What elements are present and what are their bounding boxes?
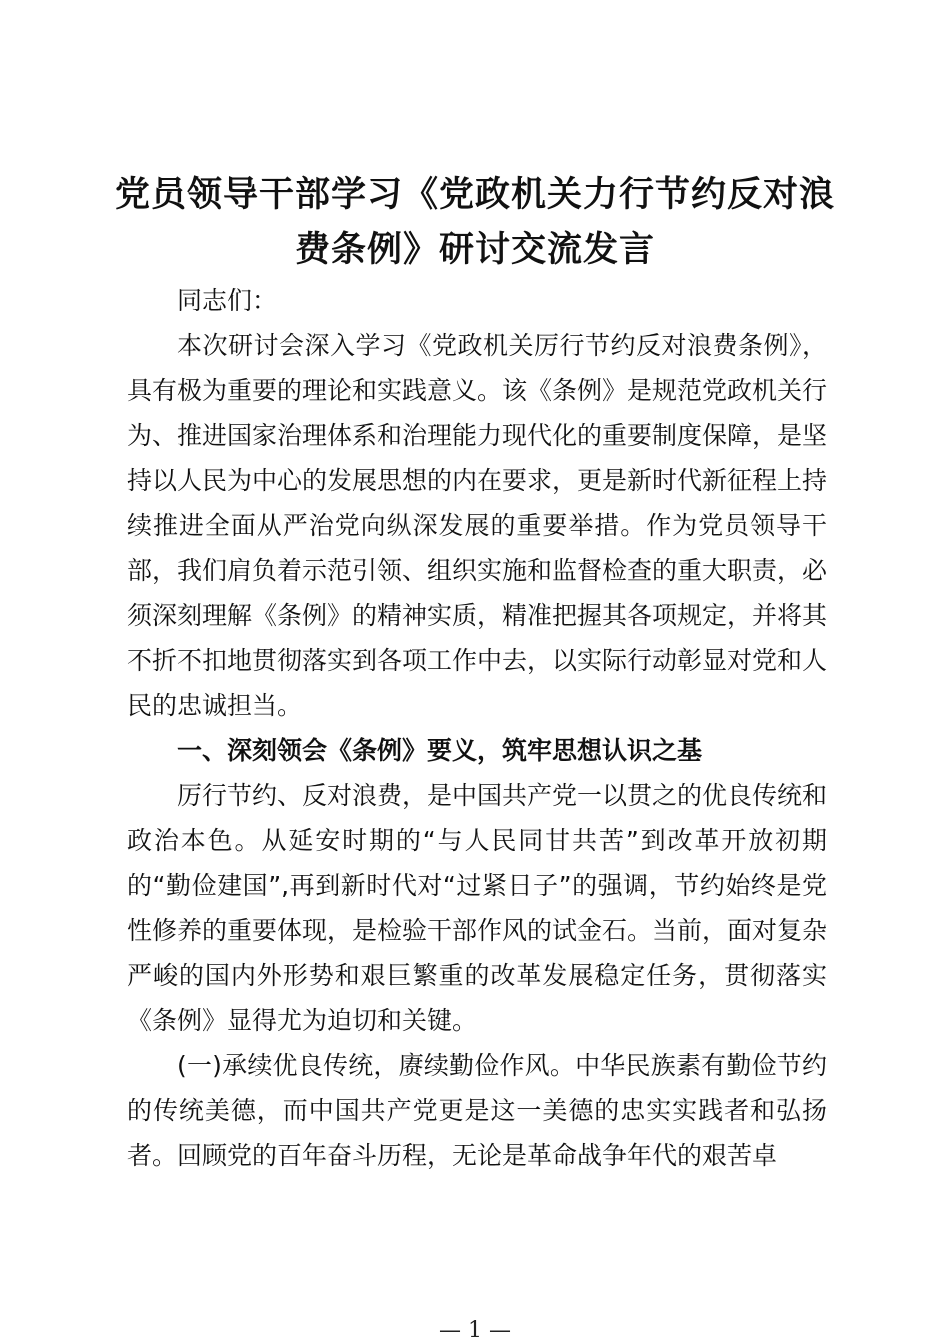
- document-body: [127, 278, 827, 1178]
- page-number: — 1 —: [439, 1318, 511, 1343]
- paragraph-section-1: 厉行节约、反对浪费，是中国共产党一以贯之的优良传统和政治本色。从延安时期的“与人民同甘共苦”到改革开放初期的“勤俭建国”,再到新时代对“过紧日子”的强调，节约始终是党性修养的重要体现，是检验干部作风的试金石。当前，面对复杂严峻的国内外形势和艰巨繁重的改革发展稳定任务，贯彻落实《条例》显得尤为迫切和关键。: [127, 781, 828, 1035]
- section-heading-1: 一、深刻领会《条例》要义，筑牢思想认识之基: [177, 736, 703, 765]
- salutation: 同志们：: [177, 286, 278, 315]
- paragraph-subsection-1: (一)承续优良传统，赓续勤俭作风。中华民族素有勤俭节约的传统美德，而中国共产党更是这一美德的忠实实践者和弘扬者。回顾党的百年奋斗历程，无论是革命战争年代的艰苦卓: [127, 1051, 827, 1170]
- document-title: 党员领导干部学习《党政机关力行节约反对浪费条例》研讨交流发言: [114, 175, 835, 270]
- paragraph-intro: 本次研讨会深入学习《党政机关厉行节约反对浪费条例》，具有极为重要的理论和实践意义。该《条例》是规范党政机关行为、推进国家治理体系和治理能力现代化的重要制度保障，是坚持以人民为中心的发展思想的内在要求，更是新时代新征程上持续推进全面从严治党向纵深发展的重要举措。作为党员领导干部，我们肩负着示范引领、组织实施和监督检查的重大职责，必须深刻理解《条例》的精神实质，精准把握其各项规定，并将其不折不扣地贯彻落实到各项工作中去，以实际行动彰显对党和人民的忠诚担当。: [127, 331, 828, 720]
